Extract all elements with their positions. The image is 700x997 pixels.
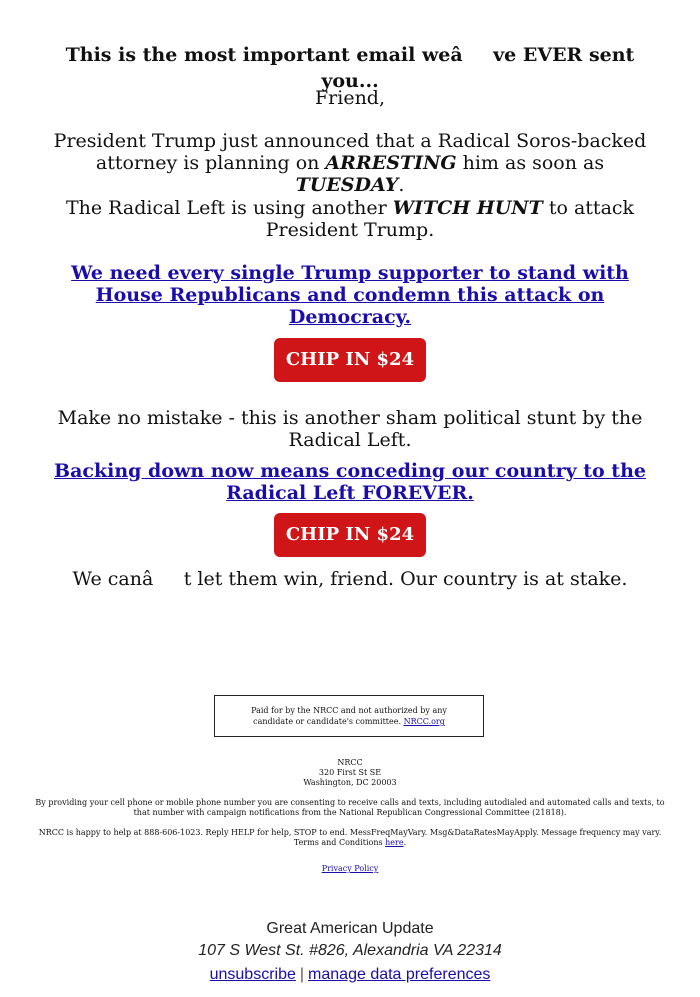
- subscription-links: [100, 965, 600, 985]
- intro-paragraph-text-middle: him as soon as: [456, 152, 605, 174]
- unsubscribe-link[interactable]: unsubscribe: [209, 966, 296, 983]
- witch-hunt-text-start: The Radical Left is using another: [65, 197, 393, 219]
- chip-in-24-button-second[interactable]: CHIP IN $24: [274, 513, 426, 557]
- sender-name: Great American Update: [266, 920, 434, 937]
- backing-down-link[interactable]: Backing down now means conceding our country to the Radical Left FOREVER.: [54, 460, 646, 504]
- terms-link[interactable]: here: [385, 838, 404, 847]
- intro-paragraph: [50, 130, 650, 196]
- help-message-period: .: [403, 838, 407, 847]
- sender-address: 107 S West St. #826, Alexandria VA 22314: [198, 942, 502, 959]
- privacy-policy-row: [35, 864, 665, 874]
- link-separator: |: [299, 966, 305, 983]
- nrcc-site-link[interactable]: NRCC.org: [403, 717, 445, 726]
- witch-hunt-emphasis: WITCH HUNT: [392, 197, 543, 219]
- closing-paragraph: We canât let them win, friend. Our country is at stake.: [72, 568, 628, 590]
- street-address: 320 First St SE: [318, 768, 382, 777]
- chip-in-24-button[interactable]: CHIP IN $24: [274, 338, 426, 382]
- city-state-zip: Washington, DC 20003: [303, 778, 397, 787]
- help-message-text: [35, 828, 665, 848]
- sham-stunt-paragraph: Make no mistake - this is another sham political stunt by the Radical Left.: [57, 407, 643, 451]
- paid-for-disclaimer: [214, 695, 484, 737]
- help-message-body: NRCC is happy to help at 888-606-1023. Reply HELP for help, STOP to end. MessFreqMayVary. Msg&DataRatesMayApply. Message frequency may vary. Terms and Conditions: [38, 828, 662, 847]
- witch-hunt-paragraph: [50, 197, 650, 241]
- witch-hunt-text-end: to attack President Trump.: [265, 197, 635, 241]
- tuesday-emphasis: TUESDAY: [295, 174, 399, 196]
- sms-consent-text: By providing your cell phone or mobile phone number you are consenting to receive calls and texts, including autodialed and automated calls and texts, to that number with campaign notifications from the National Republican Congressional Committee (21818).: [35, 798, 665, 817]
- paid-for-text: Paid for by the NRCC and not authorized by any candidate or candidate's committee.: [251, 706, 447, 726]
- greeting: Friend,: [314, 87, 386, 109]
- organization-name: NRCC: [337, 758, 363, 767]
- privacy-policy-link[interactable]: Privacy Policy: [321, 864, 379, 873]
- mailing-address-block: [35, 758, 665, 788]
- manage-data-preferences-link[interactable]: manage data preferences: [308, 966, 491, 983]
- arresting-emphasis: ARRESTING: [325, 152, 457, 174]
- email-headline: This is the most important email weâve EVER sent you...: [65, 44, 635, 92]
- intro-paragraph-period: .: [398, 174, 405, 196]
- intro-paragraph-text-start: President Trump just announced that a Radical Soros-backed attorney is planning on: [53, 130, 647, 174]
- stand-with-republicans-link[interactable]: We need every single Trump supporter to stand with House Republicans and condemn this attack on Democracy.: [71, 262, 629, 328]
